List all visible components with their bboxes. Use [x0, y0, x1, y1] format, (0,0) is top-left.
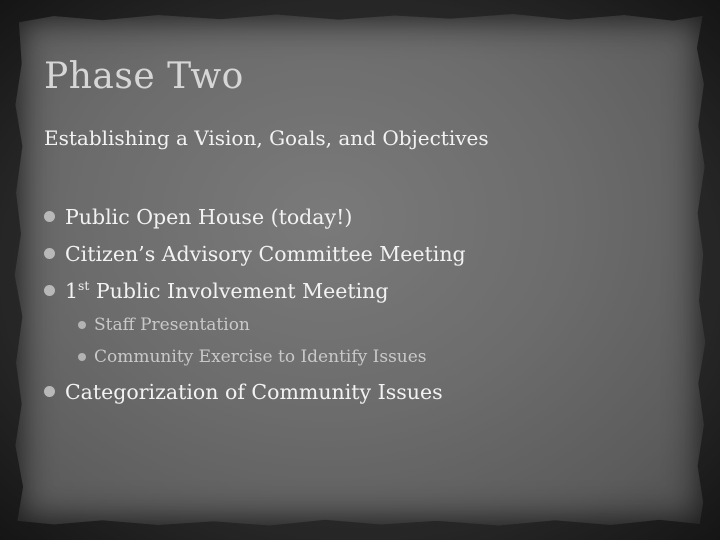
sub-bullet-item: [78, 309, 466, 341]
bullet-item: [44, 373, 466, 410]
sub-bullet-group: [44, 309, 466, 373]
bullet-list: [44, 198, 466, 410]
bullet-text: Categorization of Community Issues: [65, 379, 443, 404]
bullet-text: Public Open House (today!): [65, 204, 353, 229]
sub-bullet-item: [78, 341, 466, 373]
sub-bullet-text: Community Exercise to Identify Issues: [94, 347, 427, 367]
bullet-item: [44, 235, 466, 272]
bullet-text: Citizen’s Advisory Committee Meeting: [65, 241, 466, 266]
bullet-item: [44, 272, 466, 309]
sub-bullet-list: [44, 309, 466, 373]
bullet-dot-icon: [44, 285, 55, 296]
sub-bullet-dot-icon: [78, 353, 86, 361]
slide-title: Phase Two: [44, 56, 244, 97]
bullet-dot-icon: [44, 211, 55, 222]
sub-bullet-text: Staff Presentation: [94, 315, 250, 335]
bullet-text: Public Involvement Meeting: [89, 278, 389, 303]
bullet-dot-icon: [44, 386, 55, 397]
bullet-text-ordinal: [65, 279, 89, 303]
ordinal-suffix: st: [78, 278, 90, 293]
ordinal-number: 1: [65, 278, 79, 303]
bullet-dot-icon: [44, 248, 55, 259]
bullet-item: [44, 198, 466, 235]
sub-bullet-dot-icon: [78, 321, 86, 329]
slide-subtitle: Establishing a Vision, Goals, and Objectives: [44, 126, 489, 150]
